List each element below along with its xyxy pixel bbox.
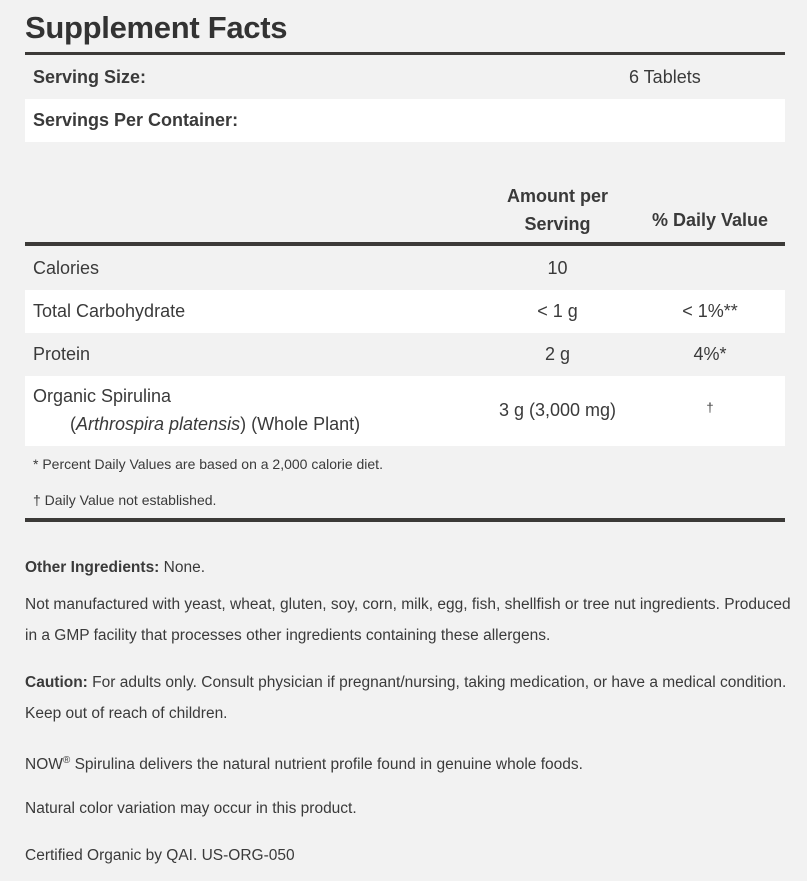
nutrient-dv: 4%* — [693, 344, 727, 364]
daily-value-header: % Daily Value — [651, 210, 769, 230]
certification: Certified Organic by QAI. US-ORG-050 — [25, 847, 295, 864]
now-statement — [25, 745, 800, 780]
footnote-dagger: † Daily Value not established. — [33, 492, 217, 508]
serving-size-value: 6 Tablets — [629, 67, 701, 87]
other-ingredients-label: Other Ingredients: — [25, 559, 160, 576]
latin-name: Arthrospira platensis — [76, 414, 241, 434]
nutrient-name: Protein — [33, 344, 91, 364]
amount-header-line1: Amount per — [507, 186, 608, 206]
divider — [25, 52, 785, 55]
table-row — [25, 333, 785, 376]
servings-per-container-row — [25, 99, 785, 142]
divider — [25, 242, 785, 246]
nutrient-amount: 10 — [547, 258, 568, 278]
footnote-percent-dv: * Percent Daily Values are based on a 2,000 calorie diet. — [33, 456, 383, 472]
other-ingredients — [25, 552, 800, 583]
registered-mark: ® — [62, 755, 71, 766]
other-ingredients-text: None. — [159, 559, 206, 576]
nutrient-name: Total Carbohydrate — [33, 301, 186, 321]
caution-label: Caution: — [25, 674, 88, 691]
color-variation-note: Natural color variation may occur in this product. — [25, 800, 357, 817]
now-statement-text: Spirulina delivers the natural nutrient profile found in genuine whole foods. — [70, 756, 583, 774]
amount-header — [465, 182, 650, 238]
brand-name: NOW — [25, 756, 63, 774]
nutrient-amount: 3 g (3,000 mg) — [498, 400, 617, 420]
serving-size-row — [25, 57, 785, 99]
nutrient-name: Calories — [33, 258, 100, 278]
nutrient-amount: 2 g — [544, 344, 571, 364]
plant-part: ) (Whole Plant) — [240, 414, 361, 434]
table-row — [25, 290, 785, 333]
paren: ( — [70, 414, 76, 434]
table-row — [25, 247, 785, 290]
nutrient-amount: < 1 g — [537, 301, 578, 321]
caution — [25, 667, 800, 729]
nutrient-source — [70, 414, 360, 435]
caution-text: For adults only. Consult physician if pregnant/nursing, taking medication, or have a medical condition. Keep out of reach of children. — [25, 674, 787, 722]
nutrient-dv: < 1%** — [682, 301, 738, 321]
table-row — [25, 376, 785, 446]
amount-header-line2: Serving — [524, 214, 591, 234]
table-header — [25, 180, 785, 240]
serving-size-label: Serving Size: — [33, 67, 147, 87]
nutrient-name: Organic Spirulina — [33, 386, 172, 406]
allergen-statement: Not manufactured with yeast, wheat, gluten, soy, corn, milk, egg, fish, shellfish or tree nut ingredients. Produced in a GMP facility that processes other ingredients containing these allergens. — [25, 596, 791, 644]
servings-per-container-label: Servings Per Container: — [33, 110, 239, 130]
page-title: Supplement Facts — [25, 10, 288, 45]
nutrient-dv: † — [706, 400, 714, 415]
divider — [25, 518, 785, 522]
